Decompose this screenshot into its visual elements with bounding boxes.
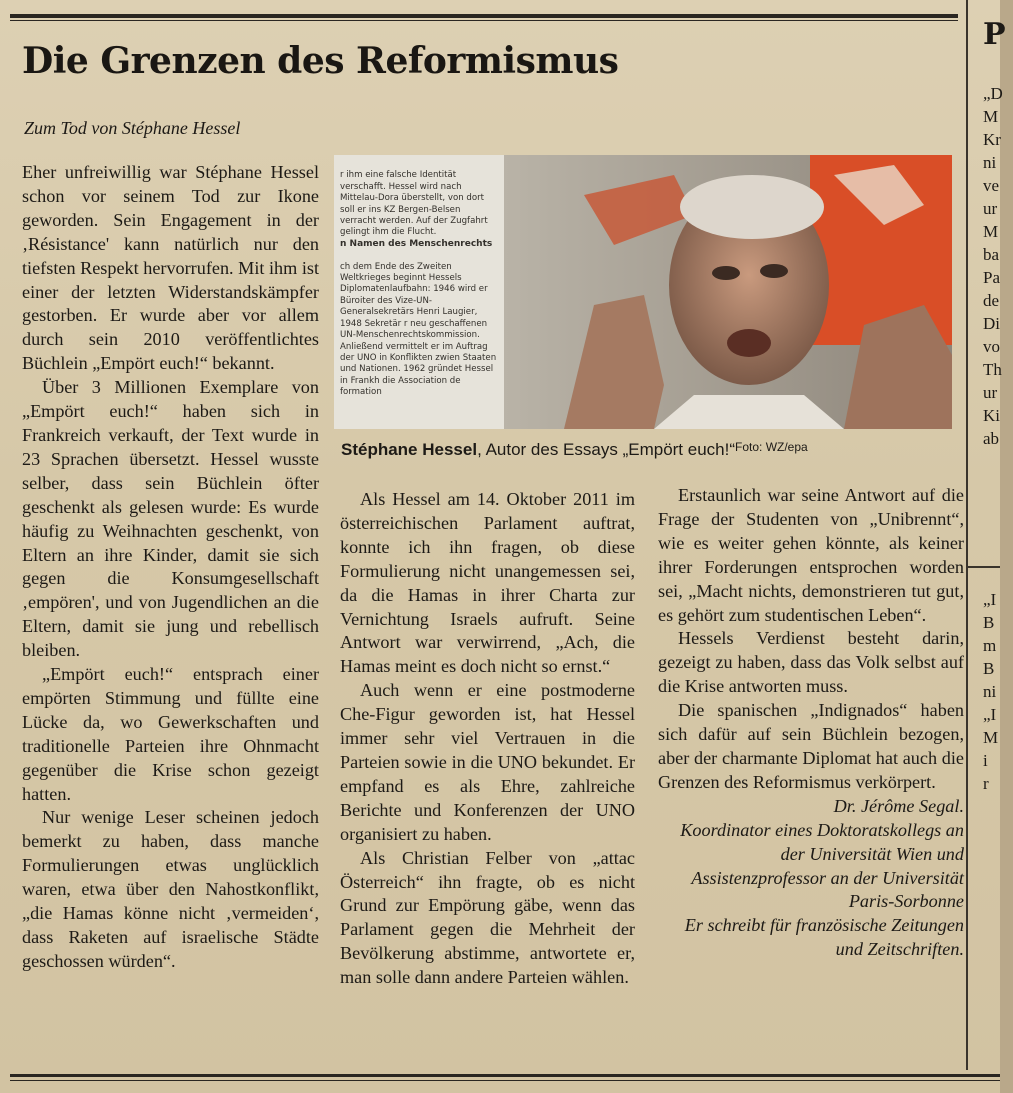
column-separator-short — [968, 566, 1000, 568]
bottom-rule — [10, 1074, 1000, 1077]
adjacent-text: ba — [983, 245, 1000, 264]
adjacent-text: ni — [983, 153, 997, 172]
adjacent-text: Ki — [983, 406, 1000, 425]
paragraph: Als Hessel am 14. Oktober 2011 im österreichischen Parlament auftrat, konnte ich ihn fragen, ob diese Formulierung nicht unangemessen sei, da die Hamas in ihrer Charta zur Vernichtung Israels aufruft. Seine Antwort war verwirrend, „Ach, die Hamas meint es doch nicht so ernst.“ — [340, 489, 635, 677]
adjacent-text: „D — [983, 84, 1003, 103]
adjacent-text: Di — [983, 314, 1000, 333]
column-separator — [966, 0, 968, 1070]
caption-text: , Autor des Essays „Empört euch!“ — [477, 440, 736, 459]
bottom-rule-thin — [10, 1080, 1000, 1081]
adjacent-text: m — [983, 636, 997, 655]
article-subtitle: Zum Tod von Stéphane Hessel — [24, 118, 241, 138]
adjacent-text: Pa — [983, 268, 1000, 287]
clip-heading: n Namen des Menschenrechts — [340, 238, 493, 249]
author-bio-line: Er schreibt für französische Zeitungen und Zeitschriften. — [684, 915, 964, 960]
adjacent-article-bottom — [983, 588, 1013, 795]
adjacent-text: M — [983, 107, 999, 126]
adjacent-title: P — [983, 17, 1006, 52]
adjacent-text: B — [983, 659, 995, 678]
adjacent-text: de — [983, 291, 1000, 310]
article-photo — [334, 155, 952, 429]
paragraph: Als Christian Felber von „attac Österreich“ ihn fragte, ob es nicht Grund zur Empörung gäbe, wenn das Parlament gegen die Mehrheit der Bevölkerung abstimme, antwortete er, man solle dann andere Parteien wählen. — [340, 847, 635, 988]
article-column-1 — [22, 161, 319, 974]
adjacent-article-top — [983, 14, 1013, 450]
adjacent-text: „I — [983, 705, 997, 724]
photo-credit: Foto: WZ/epa — [735, 440, 808, 454]
clip-text-bottom: ch dem Ende des Zweiten Weltkrieges beginnt Hessels Diplomatenlaufbahn: 1946 wird er Büroiter des Vize-UN-Generalsekretärs Henri Laugier, 1948 Sekretär r neu geschaffenen UN-Menschenrechtskommission. Anließend vermittelt er im Auftrag der UNO in Konflikten zwien Staaten und Nationen. 1962 gründet Hessel in Frankh die Association de formation — [340, 261, 497, 398]
adjacent-text: B — [983, 613, 995, 632]
portrait-image — [504, 155, 952, 429]
caption-name: Stéphane Hessel — [341, 440, 478, 459]
top-rule — [10, 14, 958, 18]
clip-text-top: r ihm eine falsche Identität verschafft. Hessel wird nach Mittelau-Dora überstellt, von dort soll er ins KZ Bergen-Belsen verracht werden. Auf der Zugfahrt gelingt ihm die Flucht. — [340, 170, 488, 238]
paragraph: „Empört euch!“ entsprach einer empörten Stimmung und füllte eine Lücke da, wo Gewerkschaften und traditionelle Parteien ihre Ohnmacht gegenüber die Krise schon gezeigt hatten. — [22, 664, 319, 804]
adjacent-text: „I — [983, 590, 997, 609]
paragraph: Eher unfreiwillig war Stéphane Hessel schon vor seinem Tod zur Ikone geworden. Sein Engagement in der ‚Résistance' kann natürlich nur den tiefsten Respekt hervorrufen. Mit ihm ist einer der letzten Widerstandskämpfer gestorben. Er wurde aber vor allem durch sein 2010 veröffentlichtes Büchlein „Empört euch!“ bekannt. — [22, 162, 320, 374]
adjacent-text: ve — [983, 176, 1000, 195]
adjacent-text: M — [983, 222, 999, 241]
paragraph: Erstaunlich war seine Antwort auf die Frage der Studenten von „Unibrennt“, wie es weiter gehen könnte, als keiner ihrer Forderungen entsprochen worden sei, „Macht nichts, demonstrieren tut gut, es gehört zum studentischen Leben“. — [658, 485, 964, 625]
adjacent-text: M — [983, 728, 999, 747]
paragraph: Hessels Verdienst besteht darin, gezeigt zu haben, dass das Volk selbst auf die Krise antworten muss. — [658, 628, 964, 697]
adjacent-text: ur — [983, 383, 998, 402]
photo-background-clipping — [334, 155, 504, 429]
adjacent-text: Th — [983, 360, 1002, 379]
paragraph: Auch wenn er eine postmoderne Che-Figur geworden ist, hat Hessel immer sehr viel Vertrauen in die Parteien sowie in die UNO bekundet. Er empfand es als Ehre, zahlreiche Berichte und Konferenzen der UNO organisiert zu haben. — [340, 680, 635, 844]
article-column-3 — [658, 484, 964, 962]
adjacent-text: Kr — [983, 130, 1001, 149]
paragraph: Über 3 Millionen Exemplare von „Empört euch!“ haben sich in Frankreich verkauft, der Text wurde in 23 Sprachen übersetzt. Hessel wusste selber, dass sein Büchlein öfter geschenkt als gelesen wurde: Es wurde häufig zu Weihnachten geschenkt, von Eltern an ihre Kinder, damit sie sich gegen die Konsumgesellschaft ‚empören', und von Jugendlichen an die Eltern, damit sie jung und rebellisch bleiben. — [22, 377, 319, 661]
adjacent-text: i — [983, 751, 988, 770]
photo-caption — [341, 440, 808, 460]
adjacent-text: vo — [983, 337, 1000, 356]
paragraph: Nur wenige Leser scheinen jedoch bemerkt zu haben, dass manche Formulierungen etwas unglücklich waren, etwa über den Nahostkonflikt, „die Hamas könne nicht ‚vermeiden‘, dass Raketen auf israelische Städte geschossen würden“. — [22, 807, 319, 971]
article-title: Die Grenzen des Reformismus — [22, 40, 619, 82]
author-bio-line: Koordinator eines Doktoratskollegs an der Universität Wien und — [680, 819, 964, 864]
article-column-2 — [340, 488, 635, 990]
author-name: Dr. Jérôme Segal. — [833, 795, 964, 816]
top-rule-thin — [10, 20, 958, 21]
adjacent-text: r — [983, 774, 989, 793]
adjacent-text: ur — [983, 199, 998, 218]
adjacent-text: ni — [983, 682, 997, 701]
adjacent-text: ab — [983, 429, 1000, 448]
paragraph: Die spanischen „Indignados“ haben sich dafür auf sein Büchlein bezogen, aber der charmante Diplomat hat auch die Grenzen des Reformismus verkörpert. — [658, 700, 964, 792]
author-bio-line: Assistenzprofessor an der Universität Paris-Sorbonne — [691, 867, 964, 912]
